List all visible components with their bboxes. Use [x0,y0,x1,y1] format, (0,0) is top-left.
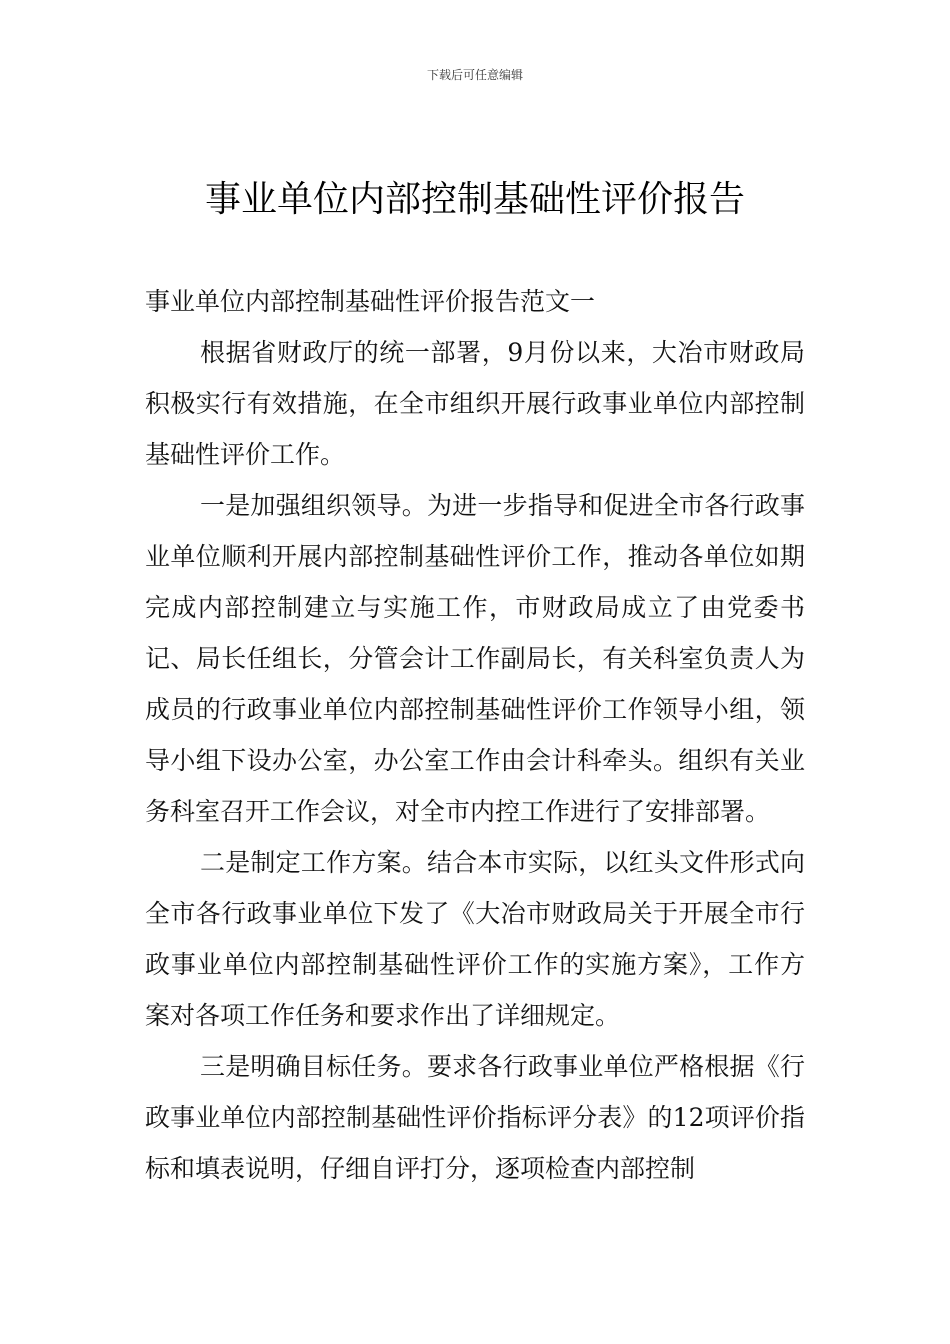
paragraph-targets: 三是明确目标任务。要求各行政事业单位严格根据《行政事业单位内部控制基础性评价指标评分表》的12项评价指标和填表说明，仔细自评打分，逐项检查内部控制 [145,1052,805,1183]
document-subtitle: 事业单位内部控制基础性评价报告范文一 [145,287,596,316]
header-note: 下载后可任意编辑 [426,68,523,82]
document-body [145,276,805,1194]
document-title: 事业单位内部控制基础性评价报告 [204,179,745,220]
paragraph-organization: 一是加强组织领导。为进一步指导和促进全市各行政事业单位顺利开展内部控制基础性评价工作，推动各单位如期完成内部控制建立与实施工作，市财政局成立了由党委书记、局长任组长，分管会计工作副局长，有关科室负责人为成员的行政事业单位内部控制基础性评价工作领导小组，领导小组下设办公室，办公室工作由会计科牵头。组织有关业务科室召开工作会议，对全市内控工作进行了安排部署。 [145,491,805,826]
paragraph-plan: 二是制定工作方案。结合本市实际，以红头文件形式向全市各行政事业单位下发了《大冶市财政局关于开展全市行政事业单位内部控制基础性评价工作的实施方案》，工作方案对各项工作任务和要求作出了详细规定。 [145,848,805,1030]
paragraph-intro: 根据省财政厅的统一部署，9月份以来，大冶市财政局积极实行有效措施，在全市组织开展行政事业单位内部控制基础性评价工作。 [145,338,805,469]
